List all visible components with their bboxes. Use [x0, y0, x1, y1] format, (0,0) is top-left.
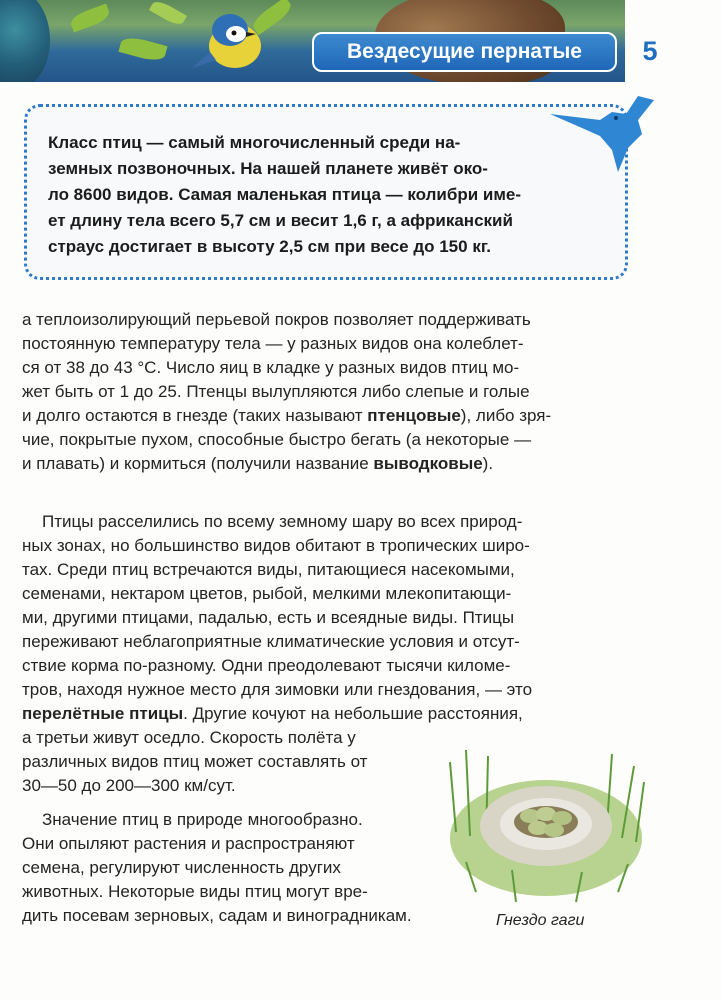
text-line: животных. Некоторые виды птиц могут вре-: [22, 882, 368, 901]
info-line: Класс птиц — самый многочисленный среди на-: [48, 133, 461, 152]
text-line: различных видов птиц может составлять от: [22, 752, 368, 771]
term-precocial: выводковые: [373, 454, 483, 473]
text-line: [22, 404, 622, 428]
text-line: а третьи живут оседло. Скорость полёта у: [22, 728, 356, 747]
info-line: ет длину тела всего 5,7 см и весит 1,6 г, а африканский: [48, 211, 513, 230]
eider-nest-illustration: [446, 742, 646, 906]
term-nestling: птенцовые: [367, 406, 461, 425]
blue-tit-illustration: [190, 2, 280, 80]
text-span: . Другие кочуют на небольшие расстояния,: [183, 704, 523, 723]
paragraph-continuation: [22, 308, 622, 476]
text-line: семенами, нектаром цветов, рыбой, мелкими млекопитающи-: [22, 584, 512, 603]
info-line: страус достигает в высоту 2,5 см при весе до 150 кг.: [48, 237, 491, 256]
leaf-decoration: [149, 0, 187, 28]
info-line: земных позвоночных. На нашей планете живёт око-: [48, 159, 488, 178]
text-line: [22, 702, 622, 726]
text-line: Птицы расселились по всему земному шару во всех природ-: [42, 512, 523, 531]
leaf-decoration: [68, 4, 111, 33]
text-line: 30—50 до 200—300 км/сут.: [22, 776, 236, 795]
paragraph-importance: [22, 808, 492, 928]
text-line: тров, находя нужное место для зимовки или гнездования, — это: [22, 680, 533, 699]
text-line: ствие корма по-разному. Одни преодолевают тысячи киломе-: [22, 656, 511, 675]
text-span: ).: [482, 454, 494, 473]
page-number: 5: [642, 36, 658, 66]
text-line: Значение птиц в природе многообразно.: [42, 810, 363, 829]
leaf-decoration: [118, 34, 167, 63]
text-line: чие, покрытые пухом, способные быстро бегать (а некоторые —: [22, 430, 532, 449]
text-line: ми, другими птицами, падалью, есть и всеядные виды. Птицы: [22, 608, 515, 627]
info-line: ло 8600 видов. Самая маленькая птица — колибри име-: [48, 185, 522, 204]
text-line: ся от 38 до 43 °С. Число яиц в кладке у разных видов птиц мо-: [22, 358, 520, 377]
text-line: переживают неблагоприятные климатические условия и отсут-: [22, 632, 520, 651]
text-line: дить посевам зерновых, садам и виноградникам.: [22, 906, 412, 925]
text-line: ных зонах, но большинство видов обитают в тропических широ-: [22, 536, 530, 555]
text-span: ), либо зря-: [460, 406, 552, 425]
figure-caption: Гнездо гаги: [496, 912, 585, 929]
page-title: Вездесущие пернатые: [312, 32, 617, 72]
text-line: [22, 452, 622, 476]
text-line: тах. Среди птиц встречаются виды, питающиеся насекомыми,: [22, 560, 515, 579]
text-line: жет быть от 1 до 25. Птенцы вылупляются либо слепые и голые: [22, 382, 530, 401]
term-migratory-birds: перелётные птицы: [22, 704, 184, 723]
text-line: а теплоизолирующий перьевой покров позволяет поддерживать: [22, 310, 531, 329]
text-line: постоянную температуру тела — у разных видов она колеблет-: [22, 334, 524, 353]
text-line: семена, регулируют численность других: [22, 858, 341, 877]
info-box-text: [48, 130, 588, 260]
text-span: и долго остаются в гнезде (таких называют: [22, 406, 368, 425]
text-span: и плавать) и кормиться (получили название: [22, 454, 374, 473]
peacock-illustration: [0, 0, 50, 82]
text-line: Они опыляют растения и распространяют: [22, 834, 355, 853]
